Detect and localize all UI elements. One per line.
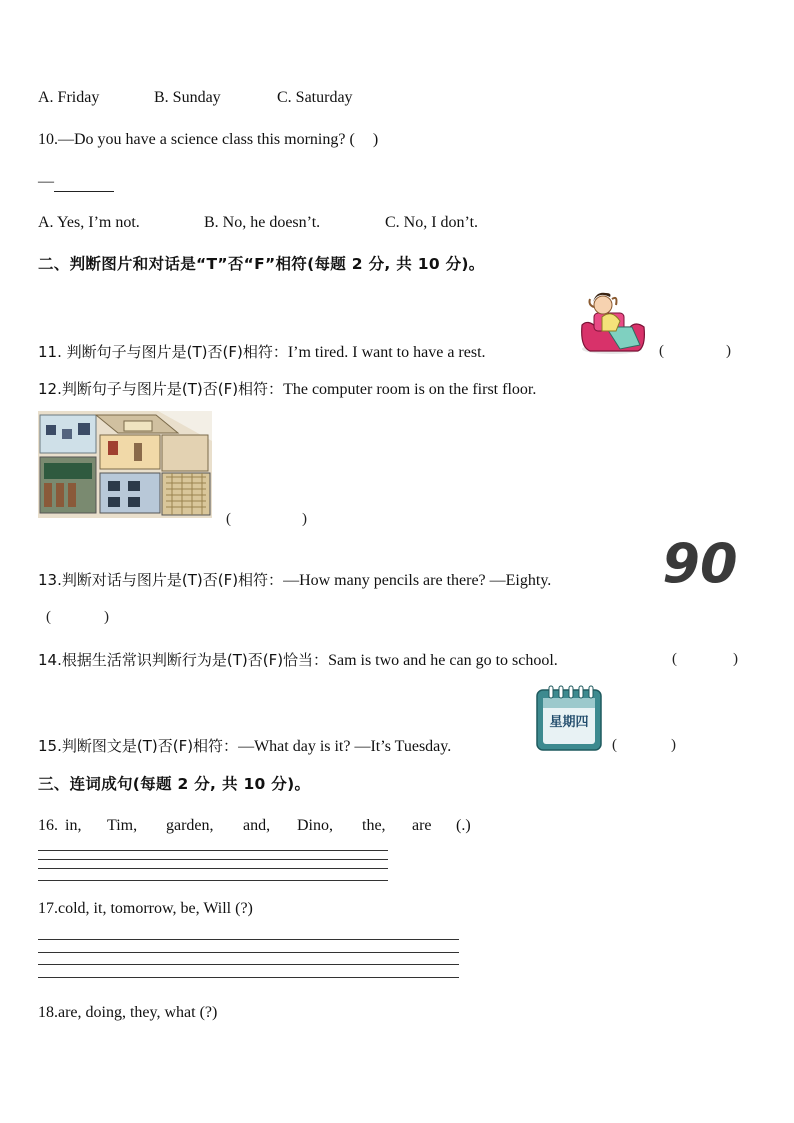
q12-paren-open: ( bbox=[226, 511, 231, 527]
q10-answer-line[interactable] bbox=[38, 172, 114, 192]
q16-writing-line[interactable] bbox=[38, 880, 388, 881]
q13-paren-open: ( bbox=[46, 609, 51, 625]
school-building-cutaway-icon bbox=[38, 411, 212, 518]
q11-prefix: 11. 判断句子与图片是(T)否(F)相符： bbox=[38, 343, 288, 361]
q15-prefix: 15.判断图文是(T)否(F)相符： bbox=[38, 737, 239, 755]
q10-option-c: C. No, I don’t. bbox=[385, 214, 479, 231]
q16-word: (.) bbox=[456, 817, 471, 834]
q9-option-b: B. Sunday bbox=[154, 89, 221, 106]
q16-word: in, bbox=[65, 817, 82, 834]
q16-word: the, bbox=[362, 817, 386, 834]
q11-paren-open: ( bbox=[659, 343, 664, 359]
q13-line bbox=[38, 570, 551, 591]
q12-paren-close: ) bbox=[302, 511, 307, 527]
q14-paren-close: ) bbox=[733, 651, 738, 667]
q13-paren-close: ) bbox=[104, 609, 109, 625]
q11-line bbox=[38, 342, 486, 363]
q16-writing-line[interactable] bbox=[38, 859, 388, 860]
q10-answer-blank[interactable] bbox=[54, 177, 114, 192]
q15-text: —What day is it? —It’s Tuesday. bbox=[238, 738, 452, 755]
q10-answer-dash: — bbox=[38, 173, 54, 190]
calendar-weekday-text: 星期四 bbox=[549, 715, 589, 730]
q9-option-a: A. Friday bbox=[38, 89, 100, 106]
q10-option-b: B. No, he doesn’t. bbox=[204, 214, 321, 231]
q14-text: Sam is two and he can go to school. bbox=[328, 652, 558, 669]
q13-text: —How many pencils are there? —Eighty. bbox=[283, 572, 552, 589]
q14-paren-open: ( bbox=[672, 651, 677, 667]
q16-word: Dino, bbox=[297, 817, 333, 834]
q16-word: Tim, bbox=[107, 817, 138, 834]
q16-word: garden, bbox=[166, 817, 214, 834]
q10-question-text: 10.—Do you have a science class this morning? ( bbox=[38, 131, 355, 148]
section3-heading: 三、连词成句(每题 2 分, 共 10 分)。 bbox=[38, 775, 311, 793]
q14-prefix: 14.根据生活常识判断行为是(T)否(F)恰当： bbox=[38, 651, 329, 669]
q18-text: 18.are, doing, they, what (?) bbox=[38, 1004, 218, 1021]
q11-text: I’m tired. I want to have a rest. bbox=[287, 344, 486, 361]
q16-word: are bbox=[412, 817, 432, 834]
q16-number: 16. bbox=[38, 817, 58, 834]
q13-prefix: 13.判断对话与图片是(T)否(F)相符： bbox=[38, 571, 284, 589]
q17-writing-line[interactable] bbox=[38, 939, 459, 940]
q12-text: The computer room is on the first floor. bbox=[283, 381, 537, 398]
q10-option-a: A. Yes, I’m not. bbox=[38, 214, 140, 231]
q12-prefix: 12.判断句子与图片是(T)否(F)相符： bbox=[38, 380, 284, 398]
q12-line bbox=[38, 379, 536, 400]
q17-writing-line[interactable] bbox=[38, 977, 459, 978]
q16-word: and, bbox=[243, 817, 271, 834]
calendar-icon bbox=[535, 684, 603, 752]
number-ninety-text: 90 bbox=[664, 533, 736, 589]
number-ninety-image bbox=[664, 533, 736, 589]
q14-line bbox=[38, 650, 558, 671]
q11-paren-close: ) bbox=[726, 343, 731, 359]
q17-text: 17.cold, it, tomorrow, be, Will (?) bbox=[38, 900, 253, 917]
q15-paren-close: ) bbox=[671, 737, 676, 753]
section2-heading: 二、判断图片和对话是“T”否“F”相符(每题 2 分, 共 10 分)。 bbox=[38, 255, 485, 273]
q10-question bbox=[38, 130, 378, 150]
q17-writing-line[interactable] bbox=[38, 952, 459, 953]
resting-person-in-armchair-icon bbox=[576, 287, 648, 357]
q10-question-close: ) bbox=[372, 131, 379, 148]
q16-writing-line[interactable] bbox=[38, 850, 388, 851]
q9-option-c: C. Saturday bbox=[277, 89, 353, 106]
q15-paren-open: ( bbox=[612, 737, 617, 753]
q17-writing-line[interactable] bbox=[38, 964, 459, 965]
q16-writing-line[interactable] bbox=[38, 868, 388, 869]
q15-line bbox=[38, 736, 451, 757]
